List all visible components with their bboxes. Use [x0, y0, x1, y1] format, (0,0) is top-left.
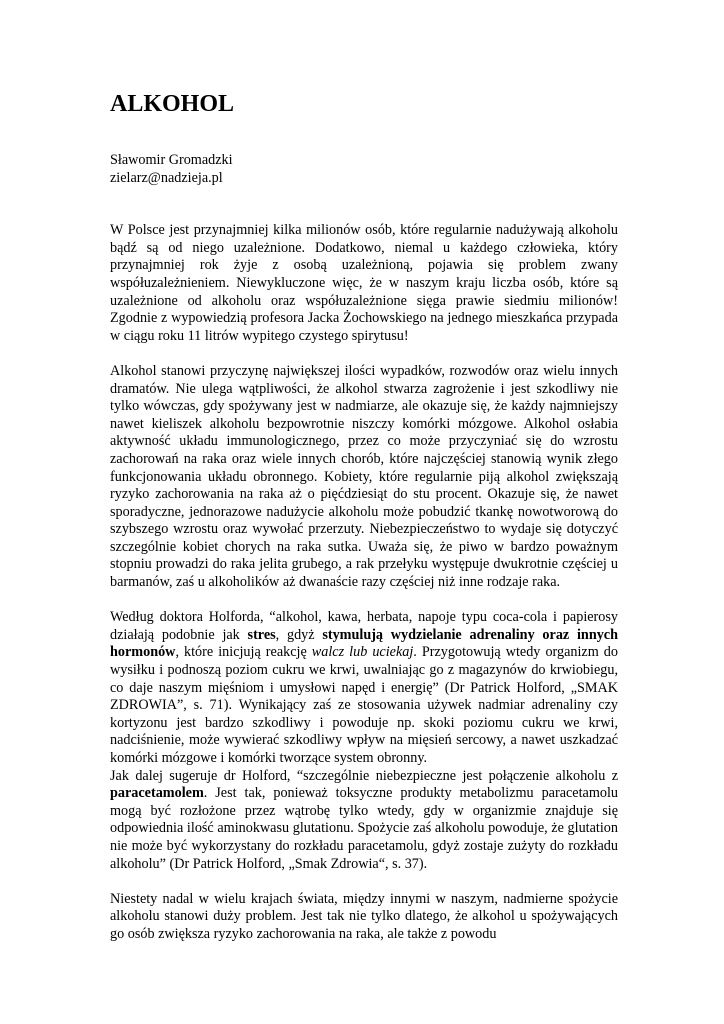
paragraph-4-bold-paracetamol: paracetamolem [110, 785, 204, 802]
paragraph-3-text: , które inicjują reakcję [175, 644, 312, 661]
paragraph-3-text: , gdyż [275, 626, 323, 643]
paragraph-4-text: Jak dalej sugeruje dr Holford, “szczególnie niebezpieczne jest połączenie alkoholu z [110, 767, 618, 784]
document-title: ALKOHOL [110, 91, 235, 117]
paragraph-3 [110, 609, 618, 767]
author-name: Sławomir Gromadzki [110, 152, 233, 168]
paragraph-4-text: . Jest tak, ponieważ toksyczne produkty metabolizmu paracetamolu mogą być rozłożone przez wątrobę tylko wtedy, gdy w organizmie znajduje się odpowiednia ilość aminokwasu glutationu. Spożycie zaś alkoholu powoduje, że glutation nie może być wykorzystany do rozkładu paracetamolu, gdyż zostaje zużyty do rozkładu alkoholu” (Dr Patrick Holford, „Smak Zdrowia“, s. 37). [110, 785, 618, 872]
document-page [110, 90, 618, 961]
paragraph-3-text: . Przygotowują wtedy organizm do wysiłku i podnoszą poziom cukru we krwi, uwalniając go z magazynów do krwiobiegu, co daje naszym mięśniom i umysłowi napęd i energię” (Dr Patrick Holford, „SMAK ZDROWIA”, s. 71). Wynikający zaś ze stosowania używek nadmiar adrenaliny czy kortyzonu jest bardzo szkodliwy i powoduje np. skoki poziomu cukru we krwi, nadciśnienie, może wywierać szkodliwy wpływ na mięsień sercowy, a nawet uszkadzać komórki mózgowe i komórki tworzące system obronny. [110, 644, 618, 766]
paragraph-3-italic: walcz lub uciekaj [311, 644, 414, 661]
paragraph-1: W Polsce jest przynajmniej kilka milionów osób, które regularnie nadużywają alkoholu bądź są od niego uzależnione. Dodatkowo, niemal u każdego człowieka, który przynajmniej rok żyje z osobą uzależnioną, pojawia się problem zwany współuzależnieniem. Niewykluczone więc, że w naszym kraju liczba osób, które są uzależnione od alkoholu oraz współuzależnione sięga prawie siedmiu milionów! Zgodnie z wypowiedzią profesora Jacka Żochowskiego na jednego mieszkańca przypada w ciągu roku 11 litrów wypitego czystego spirytusu! [110, 222, 618, 344]
paragraph-2: Alkohol stanowi przyczynę największej ilości wypadków, rozwodów oraz wielu innych dramatów. Nie ulega wątpliwości, że alkohol stwarza zagrożenie i jest szkodliwy nie tylko wówczas, gdy spożywany jest w nadmiarze, ale okazuje się, że każdy najmniejszy nawet kieliszek alkoholu bezpowrotnie niszczy komórki mózgowe. Alkohol osłabia aktywność układu immunologicznego, przez co może przyczyniać się do wzrostu zachorowań na raka oraz wiele innych chorób, które najczęściej stanowią wynik złego funkcjonowania układu obronnego. Kobiety, które regularnie piją alkohol zwiększają ryzyko zachorowania na raka aż o pięćdziesiąt do stu procent. Okazuje się, że nawet sporadyczne, jednorazowe nadużycie alkoholu może pobudzić tkankę nowotworową do szybszego wzrostu oraz wywołać przerzuty. Niebezpieczeństwo to wydaje się dotyczyć szczególnie kobiet chorych na raka sutka. Uważa się, że piwo w bardzo poważnym stopniu prowadzi do raka jelita grubego, a rak przełyku występuje dwukrotnie częściej u barmanów, zaś u alkoholików aż dwanaście razy częściej niż inne rodzaje raka. [110, 362, 618, 591]
paragraph-3-text: Według doktora Holforda, “alkohol, kawa, herbata, napoje typu coca-cola i papierosy działają podobnie jak [110, 609, 618, 643]
paragraph-4 [110, 768, 618, 874]
paragraph-3-bold-hormones: stymulują wydzielanie adrenaliny oraz innych hormonów [110, 626, 618, 661]
paragraph-3-bold-stres: stres [247, 626, 276, 643]
author-email[interactable]: zielarz@nadzieja.pl [110, 169, 223, 186]
author-block [110, 152, 618, 187]
paragraph-5: Niestety nadal w wielu krajach świata, między innymi w naszym, nadmierne spożycie alkoholu stanowi duży problem. Jest tak nie tylko dlatego, że alkohol u spożywających go osób zwiększa ryzyko zachorowania na raka, ale także z powodu [110, 890, 618, 942]
